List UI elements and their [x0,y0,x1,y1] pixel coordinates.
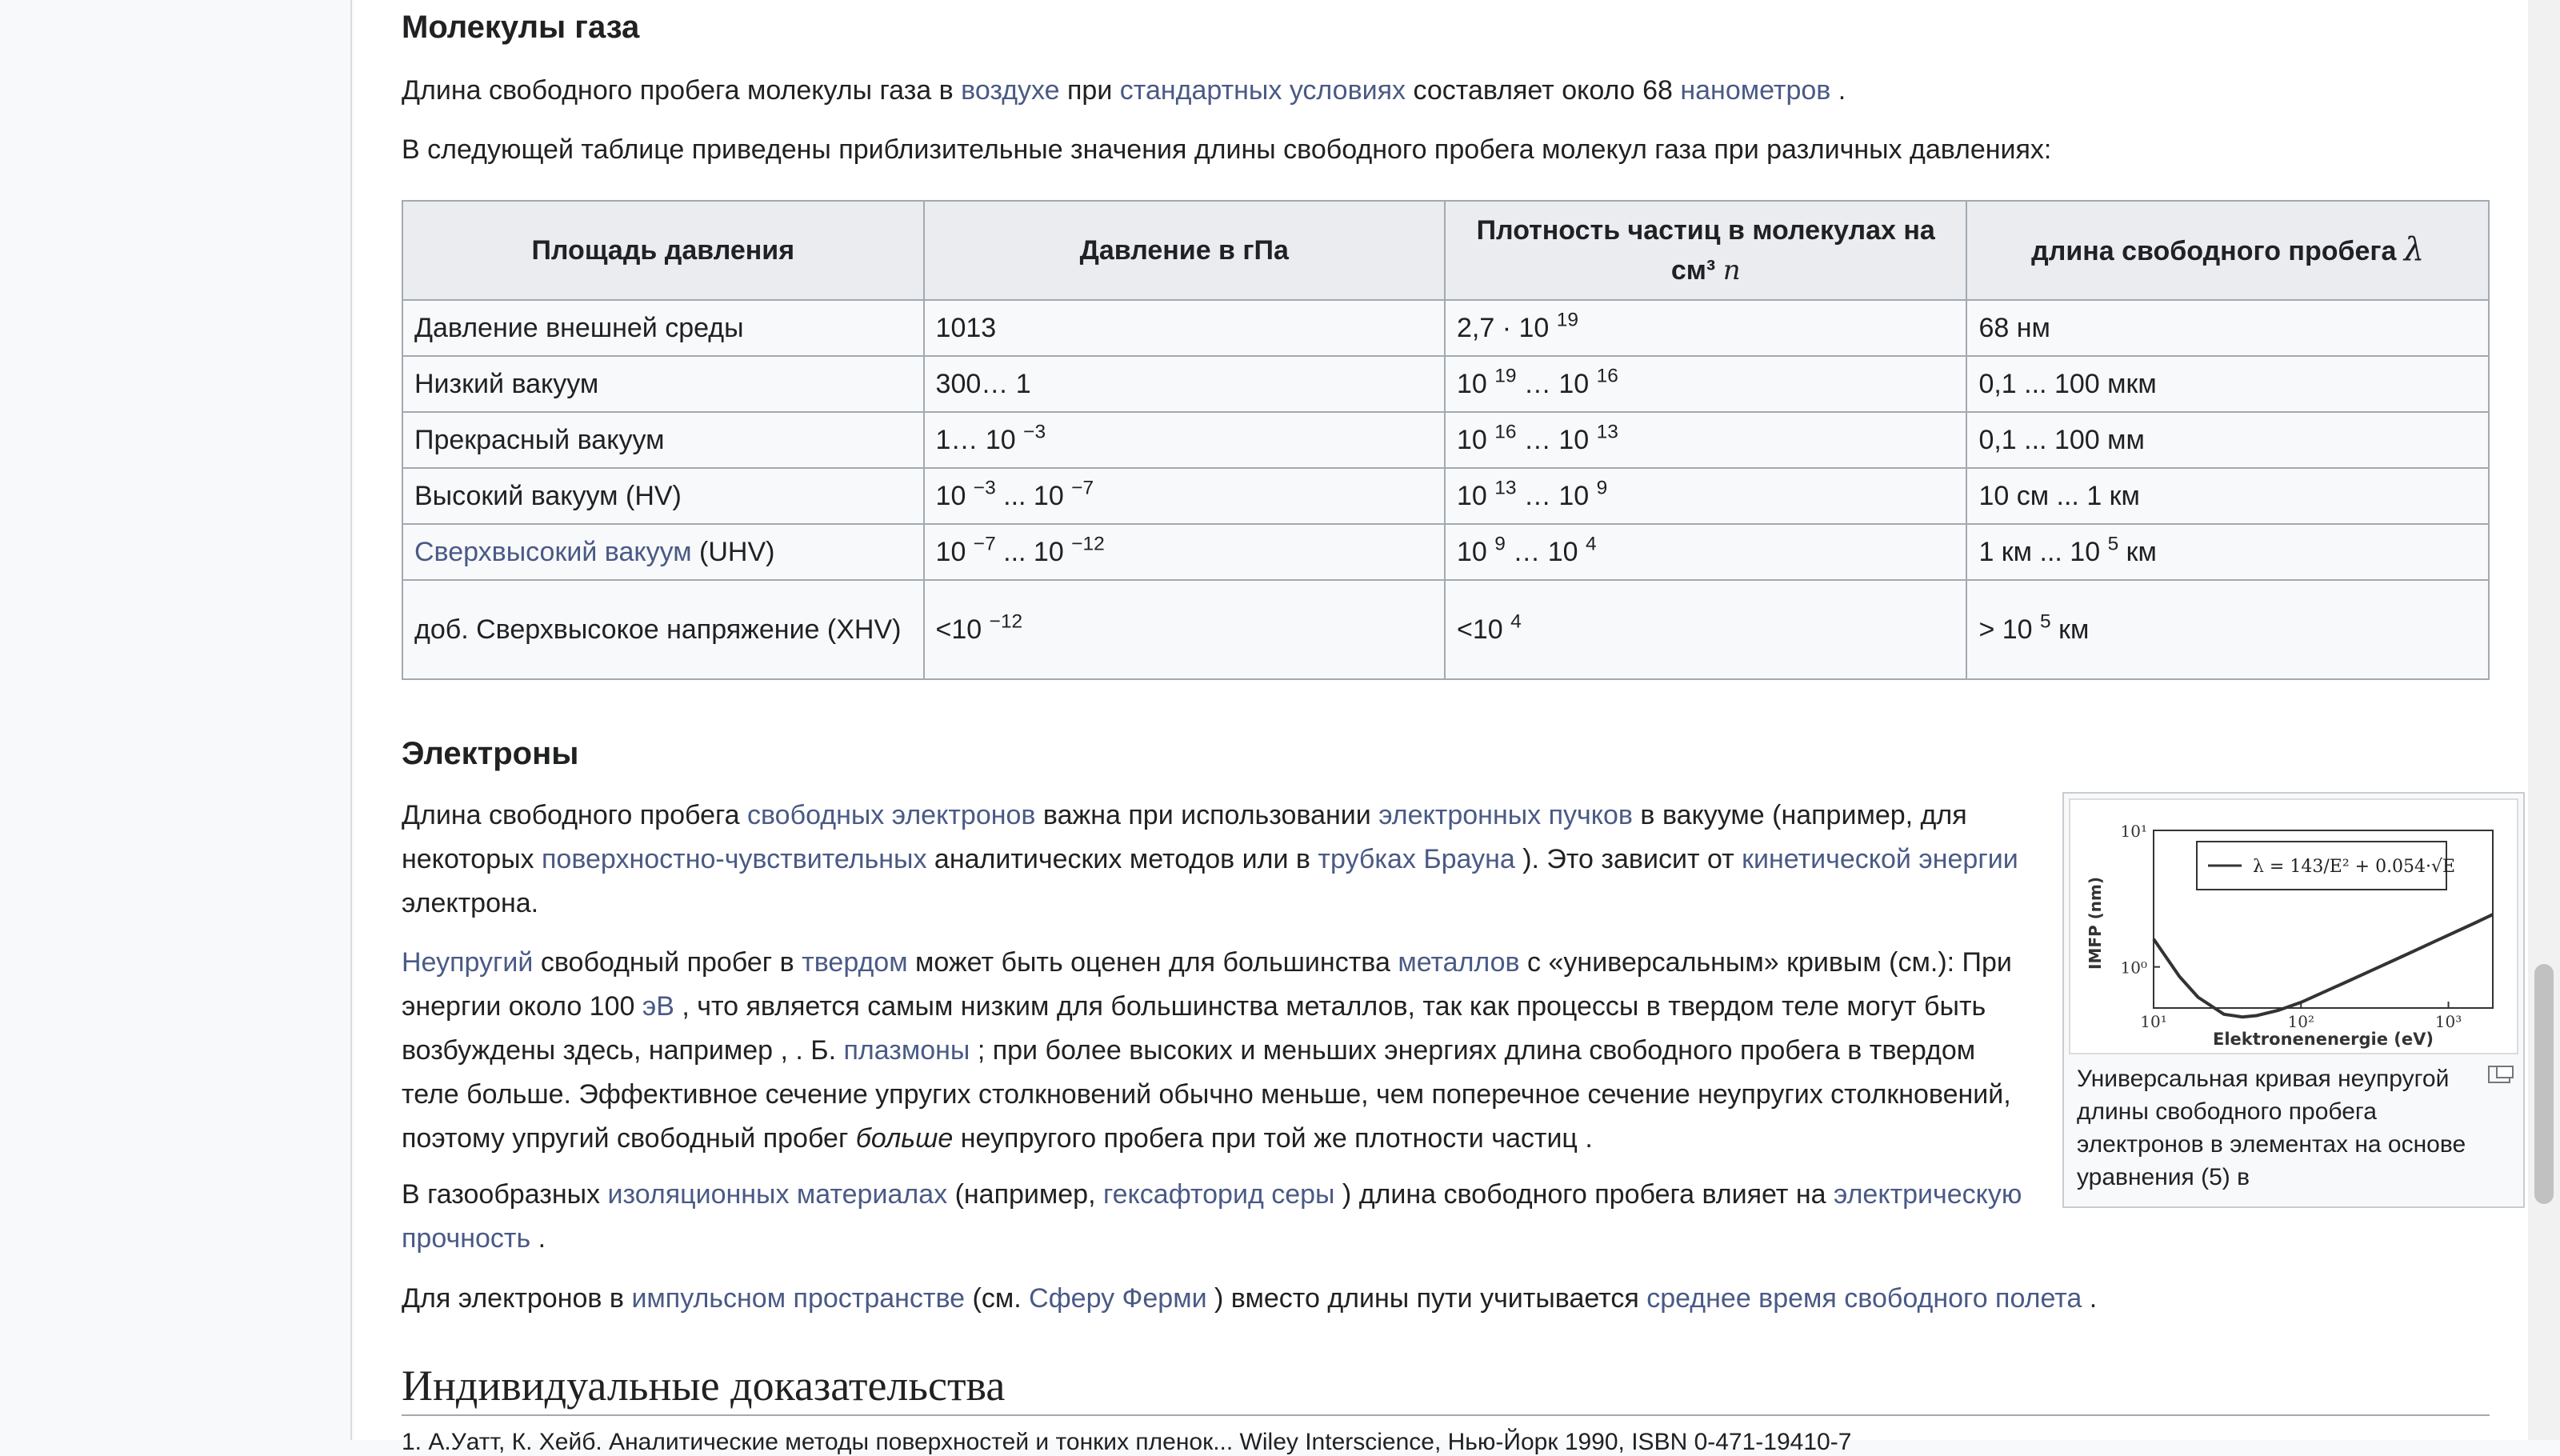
table-row [402,412,2489,468]
text: важна при использовании [1035,800,1379,830]
section-heading-references: Индивидуальные доказательства [402,1357,2490,1416]
range-suffix: (UHV) [691,537,775,567]
link-electron-beams[interactable]: электронных пучков [1378,800,1633,830]
pressure-cell [924,300,1445,356]
enlarge-icon[interactable] [2488,1066,2510,1083]
x-tick-label: 10³ [2434,1012,2462,1031]
value: 10 [1456,425,1495,455]
exponent: −12 [989,610,1023,633]
x-axis-label: Elektronenenergie (eV) [2213,1030,2434,1049]
range-name-cell [402,468,924,524]
table-row [402,524,2489,580]
column-header-particle-density [1445,201,1966,300]
free-path-cell [1966,356,2489,412]
text: аналитических методов или в [926,844,1318,874]
text: с «универсальным» кривым (см.): При энергии около 100 [402,947,2012,1022]
value: 300… 1 [935,369,1031,399]
value: <10 [1456,614,1511,645]
variable-lambda: λ [2403,231,2425,268]
reference-item[interactable]: 1. А.Уатт, К. Хейб. Аналитические методы поверхностей и тонких пленок... Wiley Interscience, Нью-Йорк 1990, ISBN 0-471-19410-7 [402,1429,1852,1455]
link-free-electrons[interactable]: свободных электронов [747,800,1036,830]
pressure-cell [924,580,1445,679]
electrons-paragraph-1 [402,794,2026,926]
range-name: Давление внешней среды [414,313,744,343]
table-row [402,468,2489,524]
range-name-cell [402,300,924,356]
link-nanometers[interactable]: нанометров [1680,75,1831,106]
density-cell [1445,300,1966,356]
value: <10 [935,614,990,645]
text: неупругого пробега при той же плотности частиц . [953,1123,1593,1154]
value: 1013 [935,313,997,343]
table-row [402,356,2489,412]
electrons-paragraph-4 [402,1277,2490,1321]
link-range-name[interactable]: Сверхвысокий вакуум [414,537,692,567]
header-text: длина свободного пробега [2031,236,2397,266]
text: . [1830,75,1846,106]
emphasis-more: больше [855,1123,954,1154]
figure-caption [2069,1054,2518,1194]
text: ) длина свободного пробега влияет на [1334,1179,1834,1210]
range-name: Низкий вакуум [414,369,599,399]
column-header-pressure-area: Площадь давления [402,201,924,300]
pressure-cell [924,524,1445,580]
link-solid[interactable]: твердом [802,947,908,978]
y-axis-label: IMFP (nm) [2086,877,2105,970]
link-kinetic-energy[interactable]: кинетической энергии [1742,844,2018,874]
table-row [402,580,2489,679]
link-fermi-sphere[interactable]: Сферу Ферми [1029,1283,1207,1314]
link-air[interactable]: воздухе [961,75,1060,106]
text: Длина свободного пробега [402,800,747,830]
value: … 10 [1516,481,1597,511]
text: Для электронов в [402,1283,632,1314]
exponent: 13 [1596,421,1618,443]
value: 1… 10 [935,425,1024,455]
pressure-cell [924,412,1445,468]
text: составляет около 68 [1406,75,1681,106]
figure-image[interactable] [2069,798,2518,1054]
text: свободный пробег в [533,947,802,978]
section-heading-electrons: Электроны [402,736,579,771]
text: ; при более высоких и меньших энергиях длина свободного пробега в твердом теле больше. Эффективное сечение упругих столкновений обычно меньше, чем поперечное сечение неупругих столкновений, поэтому упругий свободный пробег [402,1035,2011,1154]
range-name: Прекрасный вакуум [414,425,665,455]
x-tick-label: 10¹ [2140,1012,2167,1031]
range-name-cell [402,524,924,580]
value: 10 [935,481,974,511]
text: в вакууме (например, для некоторых [402,800,1967,874]
page-scrollbar[interactable] [2528,0,2560,1440]
value: 10 [1456,369,1495,399]
exponent: 9 [1494,533,1506,555]
density-cell [1445,412,1966,468]
exponent: 16 [1596,365,1618,387]
exponent: 5 [2040,610,2051,633]
exponent: −3 [1023,421,1046,443]
exponent: −7 [973,533,996,555]
left-sidebar [0,0,352,1440]
exponent: −3 [973,477,996,499]
free-path-cell [1966,524,2489,580]
electrons-paragraph-2 [402,941,2026,1161]
value: 2,7 · 10 [1456,313,1557,343]
exponent: 9 [1596,477,1608,499]
electrons-paragraph-3 [402,1173,2026,1261]
exponent: 19 [1556,309,1578,331]
exponent: 5 [2107,533,2119,555]
range-name-cell [402,580,924,679]
value: 1 км ... 10 [1978,537,2108,567]
gas-paragraph-1 [402,69,1846,113]
value: 10 [1456,537,1495,567]
density-cell [1445,580,1966,679]
exponent: 4 [1510,610,1522,633]
link-metals[interactable]: металлов [1398,947,1520,978]
density-cell [1445,524,1966,580]
text: (см. [965,1283,1030,1314]
table-header-row [402,201,2489,300]
exponent: 19 [1494,365,1517,387]
link-inelastic[interactable]: Неупругий [402,947,534,978]
caption-text: Универсальная кривая неупругой длины свободного пробега электронов в элементах на основе уравнения (5) в [2077,1066,2466,1190]
value: ... 10 [995,537,1072,567]
value: … 10 [1516,369,1597,399]
link-sulfur-hexafluoride[interactable]: гексафторид серы [1102,1179,1335,1210]
exponent: 4 [1586,533,1597,555]
pressure-cell [924,468,1445,524]
mean-free-path-table [402,200,2490,680]
text: В газообразных [402,1179,608,1210]
text: при [1059,75,1120,106]
value: 10 см ... 1 км [1978,481,2140,511]
section-heading-gas: Молекулы газа [402,10,640,45]
imfp-chart [2070,800,2517,1053]
text: ) вместо длины пути учитывается [1206,1283,1647,1314]
series-line-imfp [2154,914,2493,1017]
range-name: доб. Сверхвысокое напряжение (XHV) [414,614,902,645]
exponent: 13 [1494,477,1517,499]
link-braun-tubes[interactable]: трубках Брауна [1318,844,1515,874]
density-cell [1445,356,1966,412]
link-plasmons[interactable]: плазмоны [843,1035,970,1066]
link-momentum-space[interactable]: импульсном пространстве [631,1283,966,1314]
scrollbar-thumb[interactable] [2534,964,2554,1204]
link-mean-free-time[interactable]: среднее время свободного полета [1646,1283,2082,1314]
pressure-cell [924,356,1445,412]
value: 68 нм [1978,313,2050,343]
link-standard-conditions[interactable]: стандартных условиях [1119,75,1406,106]
text: . [530,1223,546,1254]
value: > 10 [1978,614,2041,645]
text: электрона. [402,888,539,918]
value: … 10 [1505,537,1586,567]
column-header-free-path [1966,201,2489,300]
link-ev[interactable]: эВ [642,991,674,1022]
exponent: 16 [1494,421,1517,443]
gas-paragraph-2: В следующей таблице приведены приблизительные значения длины свободного пробега молекул газа при различных давлениях: [402,134,2052,165]
value: км [2050,614,2090,645]
value: 0,1 ... 100 мм [1978,425,2145,455]
exponent: −12 [1071,533,1105,555]
y-tick-label: 10¹ [2120,822,2147,841]
text: (например, [947,1179,1103,1210]
text: , что является самым низким для большинства металлов, так как процессы в твердом теле могут быть возбуждены здесь, например , . Б. [402,991,1986,1066]
y-tick-label: 10⁰ [2120,958,2147,978]
value: км [2118,537,2157,567]
link-dielectric-strength[interactable]: электрическую прочность [402,1179,2022,1254]
free-path-cell [1966,412,2489,468]
link-insulating-materials[interactable]: изоляционных материалах [607,1179,948,1210]
article-content [354,0,2528,1455]
density-cell [1445,468,1966,524]
variable-n: n [1722,254,1741,286]
range-name: Высокий вакуум (HV) [414,481,682,511]
legend-label: λ = 143/E² + 0.054·√E [2253,857,2456,877]
range-name-cell [402,356,924,412]
range-name-cell [402,412,924,468]
text: Длина свободного пробега молекулы газа в [402,75,962,106]
text: ). Это зависит от [1514,844,1742,874]
header-text: Плотность частиц в молекулах на см³ [1476,215,1935,286]
link-surface-sensitive[interactable]: поверхностно-чувствительных [542,844,927,874]
free-path-cell [1966,468,2489,524]
text: может быть оценен для большинства [907,947,1398,978]
value: 10 [1456,481,1495,511]
value: 10 [935,537,974,567]
figure-imfp [2062,792,2525,1208]
free-path-cell [1966,580,2489,679]
column-header-pressure-hpa: Давление в гПа [924,201,1445,300]
value: ... 10 [995,481,1072,511]
text: . [2082,1283,2098,1314]
value: … 10 [1516,425,1597,455]
value: 0,1 ... 100 мкм [1978,369,2157,399]
exponent: −7 [1071,477,1094,499]
table-row [402,300,2489,356]
x-tick-label: 10² [2287,1012,2314,1031]
free-path-cell [1966,300,2489,356]
